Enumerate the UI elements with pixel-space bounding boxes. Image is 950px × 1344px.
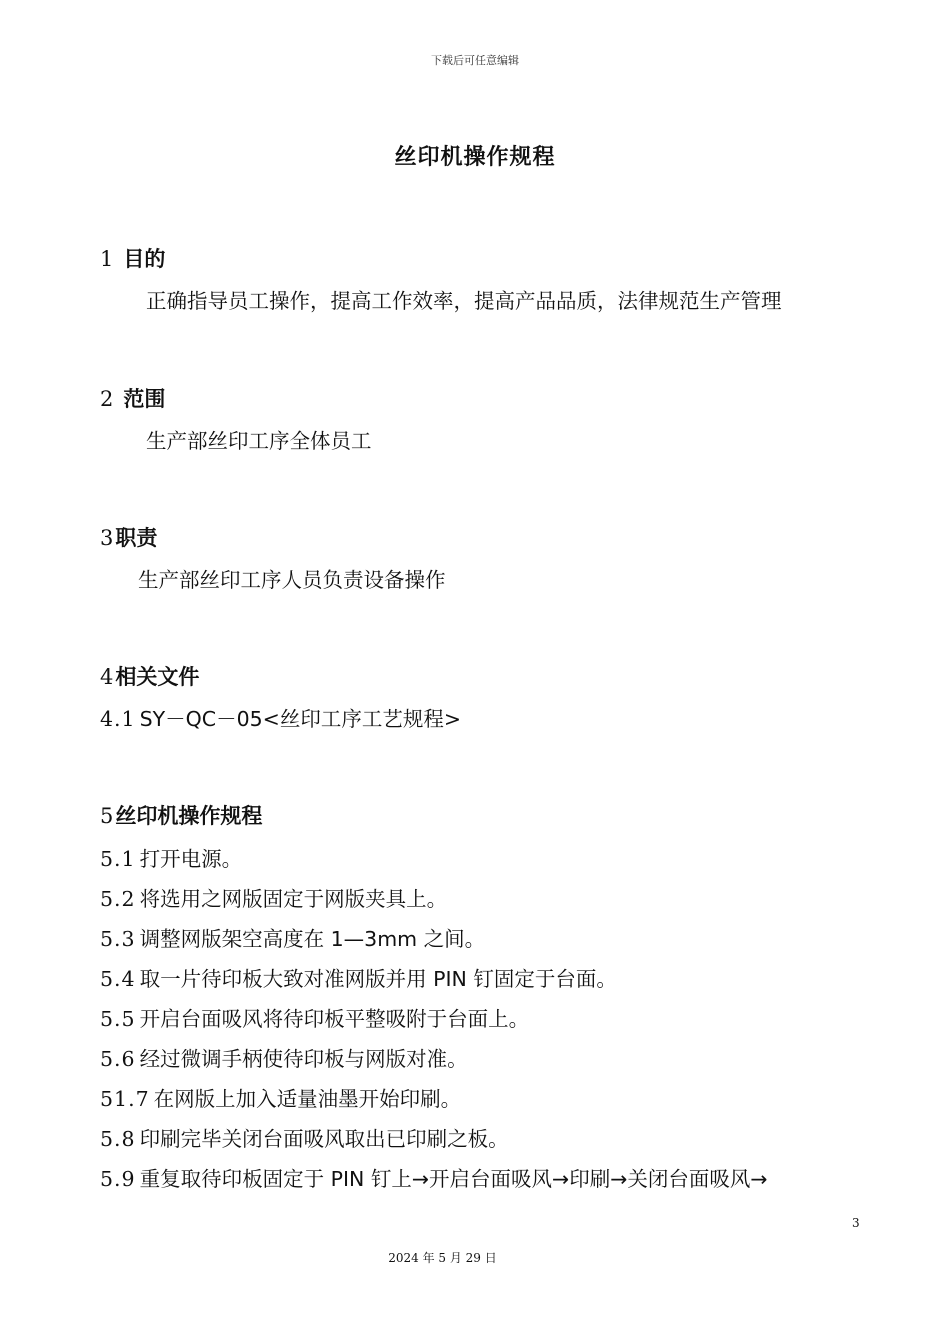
step-number: 5.6 [100, 1047, 136, 1071]
section-number: 3 [100, 526, 114, 550]
step-text: 印刷完毕关闭台面吸风取出已印刷之板。 [139, 1127, 509, 1151]
step-item [100, 882, 447, 912]
section-2-body: 生产部丝印工序全体员工 [146, 429, 372, 453]
step-number: 5.1 [100, 847, 136, 871]
step-number: 5.2 [100, 887, 136, 911]
document-title: 丝印机操作规程 [394, 145, 556, 170]
step-item [100, 1162, 768, 1192]
step-number: 5.8 [100, 1127, 136, 1151]
section-4-reference [100, 702, 461, 732]
section-number: 5 [100, 804, 114, 828]
step-item [100, 842, 242, 872]
step-text: 经过微调手柄使待印板与网版对准。 [139, 1047, 468, 1071]
section-title: 职责 [115, 526, 158, 550]
step-number: 5.4 [100, 967, 136, 991]
section-title: 丝印机操作规程 [115, 804, 263, 828]
section-number: 1 [100, 247, 114, 271]
step-number: 5.5 [100, 1007, 136, 1031]
step-text: 取一片待印板大致对准网版并用 PIN 钉固定于台面。 [139, 967, 617, 991]
section-number: 2 [100, 387, 114, 411]
section-2-heading [100, 383, 165, 413]
section-4-heading [100, 661, 199, 691]
section-title: 目的 [123, 247, 166, 271]
section-title: 范围 [123, 387, 166, 411]
step-text: 在网版上加入适量油墨开始印刷。 [153, 1087, 462, 1111]
step-item [100, 1082, 461, 1112]
section-title: 相关文件 [115, 665, 200, 689]
reference-number: 4.1 [100, 707, 136, 731]
step-number: 5.9 [100, 1167, 136, 1191]
step-text: 重复取待印板固定于 PIN 钉上→开启台面吸风→印刷→关闭台面吸风→ [139, 1167, 768, 1191]
section-5-heading [100, 800, 262, 830]
step-number: 5.3 [100, 927, 136, 951]
section-3-body: 生产部丝印工序人员负责设备操作 [138, 568, 446, 592]
step-item [100, 922, 485, 952]
footer-date: 2024 年 5 月 29 日 [388, 1251, 497, 1265]
step-text: 开启台面吸风将待印板平整吸附于台面上。 [139, 1007, 530, 1031]
page-number: 3 [852, 1216, 860, 1230]
section-3-heading [100, 522, 157, 552]
section-1-body: 正确指导员工操作，提高工作效率，提高产品品质，法律规范生产管理 [146, 289, 782, 313]
step-item [100, 1122, 509, 1152]
step-text: 将选用之网版固定于网版夹具上。 [139, 887, 448, 911]
step-text: 打开电源。 [139, 847, 243, 871]
step-number: 51.7 [100, 1087, 150, 1111]
reference-text: SY－QC－05<丝印工序工艺规程> [139, 707, 462, 731]
section-number: 4 [100, 665, 114, 689]
section-1-heading [100, 243, 165, 273]
step-item [100, 962, 617, 992]
step-item [100, 1002, 529, 1032]
header-note: 下载后可任意编辑 [431, 54, 519, 67]
step-text: 调整网版架空高度在 1—3mm 之间。 [139, 927, 486, 951]
step-item [100, 1042, 468, 1072]
